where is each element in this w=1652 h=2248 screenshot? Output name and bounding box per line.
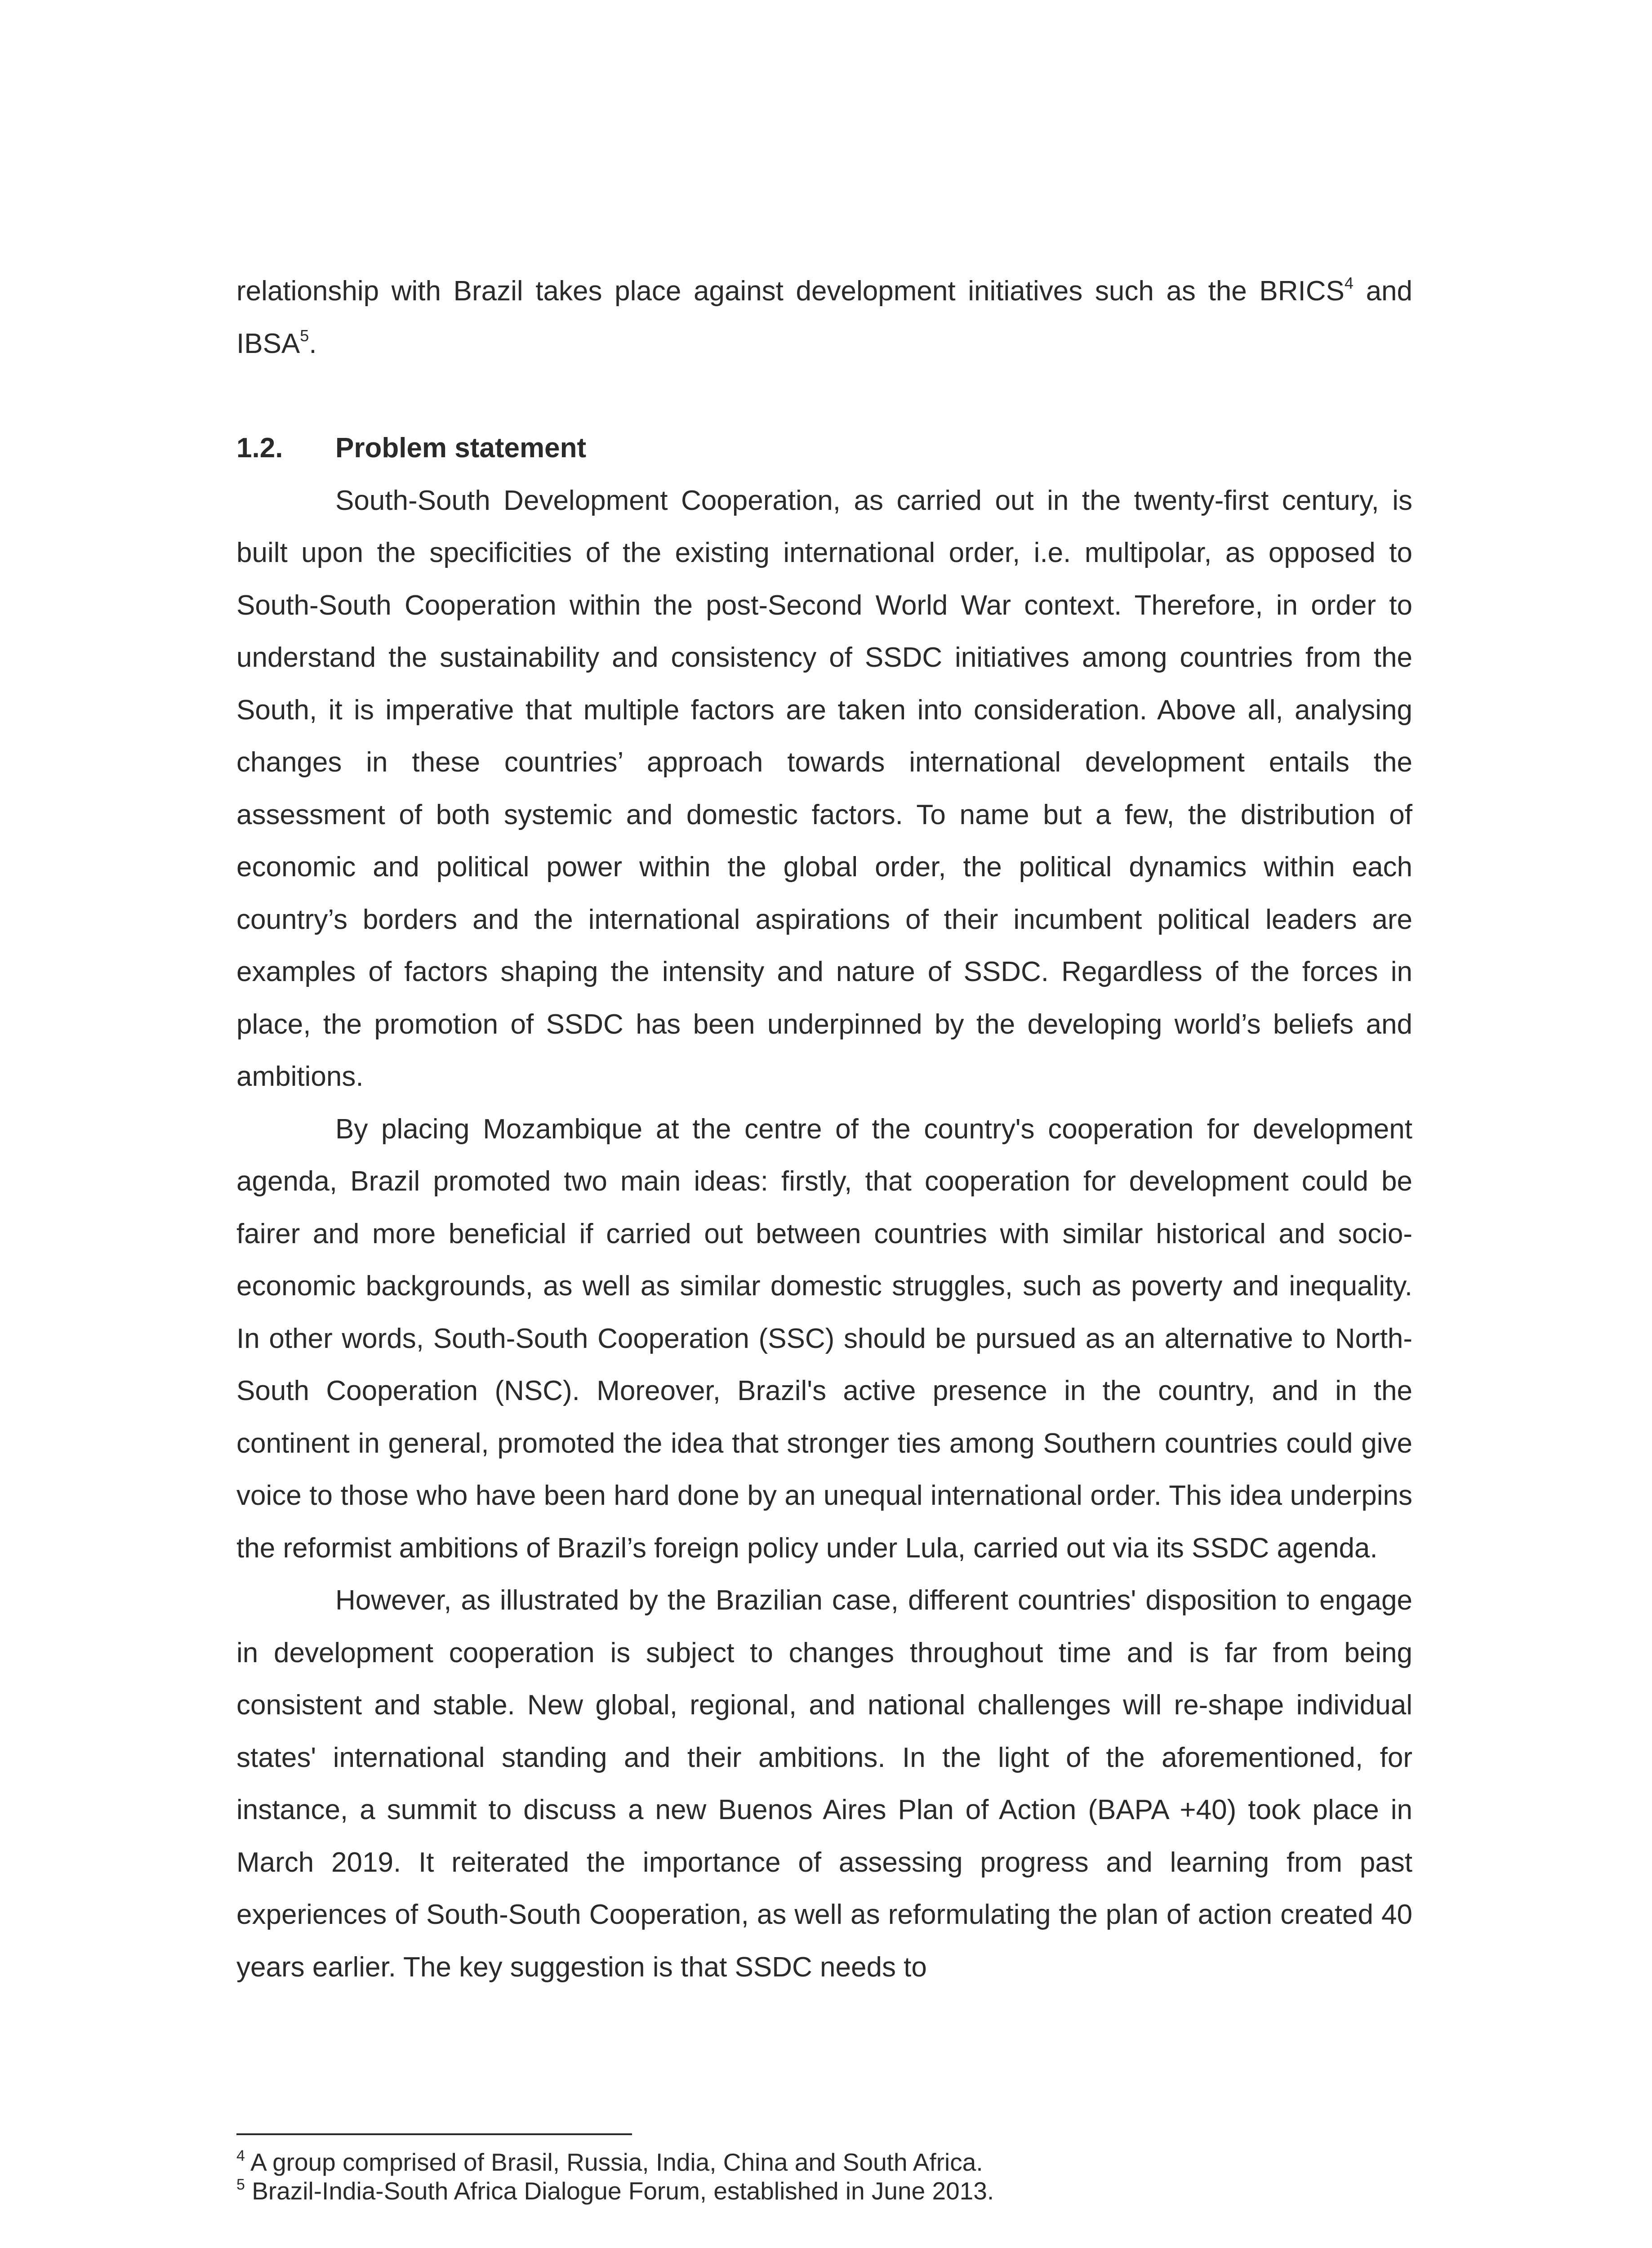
footnote-ref-4[interactable]: 4 bbox=[1344, 274, 1354, 292]
section-number: 1.2. bbox=[236, 433, 283, 464]
section-title: Problem statement bbox=[335, 433, 587, 464]
section-spacer bbox=[236, 370, 1412, 422]
footnote-text: Brazil-India-South Africa Dialogue Forum, established in June 2013. bbox=[245, 2177, 994, 2205]
paragraph-2: By placing Mozambique at the centre of the country's cooperation for development agenda, Brazil promoted two main ideas: firstly, that cooperation for development could be fairer and more beneficial if carried out between countries with similar historical and socio-economic backgrounds, as well as similar domestic struggles, such as poverty and inequality. In other words, South-South Cooperation (SSC) should be pursued as an alternative to North-South Cooperation (NSC). Moreover, Brazil's active presence in the country, and in the continent in general, promoted the idea that stronger ties among Southern countries could give voice to those who have been hard done by an unequal international order. This idea underpins the reformist ambitions of Brazil’s foreign policy under Lula, carried out via its SSDC agenda. bbox=[236, 1113, 1412, 1564]
footnotes bbox=[236, 2133, 1412, 2205]
continuation-text: relationship with Brazil takes place against development initiatives such as the BRICS bbox=[236, 276, 1345, 307]
footnote-ref-5[interactable]: 5 bbox=[300, 326, 309, 345]
continuation-text: and IBSA bbox=[236, 276, 1413, 359]
continuation-paragraph bbox=[236, 265, 1412, 370]
footnote-5 bbox=[236, 2177, 1412, 2205]
paragraph-1: South-South Development Cooperation, as carried out in the twenty-first century, is built upon the specificities of the existing international order, i.e. multipolar, as opposed to South-South Cooperation within the post-Second World War context. Therefore, in order to understand the sustainability and consistency of SSDC initiatives among countries from the South, it is imperative that multiple factors are taken into consideration. Above all, analysing changes in these countries’ approach towards international development entails the assessment of both systemic and domestic factors. To name but a few, the distribution of economic and political power within the global order, the political dynamics within each country’s borders and the international aspirations of their incumbent political leaders are examples of factors shaping the intensity and nature of SSDC. Regardless of the forces in place, the promotion of SSDC has been underpinned by the developing world’s beliefs and ambitions. bbox=[236, 485, 1412, 1092]
footnote-text: A group comprised of Brasil, Russia, India, China and South Africa. bbox=[245, 2148, 983, 2176]
footnote-marker: 4 bbox=[236, 2147, 245, 2164]
footnote-marker: 5 bbox=[236, 2176, 245, 2193]
continuation-text: . bbox=[309, 328, 317, 359]
body-text bbox=[236, 265, 1412, 1994]
footnote-4 bbox=[236, 2148, 1412, 2177]
footnote-divider bbox=[236, 2133, 632, 2135]
paragraph-3: However, as illustrated by the Brazilian case, different countries' disposition to engage in development cooperation is subject to changes throughout time and is far from being consistent and stable. New global, regional, and national challenges will re-shape individual states' international standing and their ambitions. In the light of the aforementioned, for instance, a summit to discuss a new Buenos Aires Plan of Action (BAPA +40) took place in March 2019. It reiterated the importance of assessing progress and learning from past experiences of South-South Cooperation, as well as reformulating the plan of action created 40 years earlier. The key suggestion is that SSDC needs to bbox=[236, 1585, 1412, 1983]
section-heading bbox=[236, 422, 1412, 475]
